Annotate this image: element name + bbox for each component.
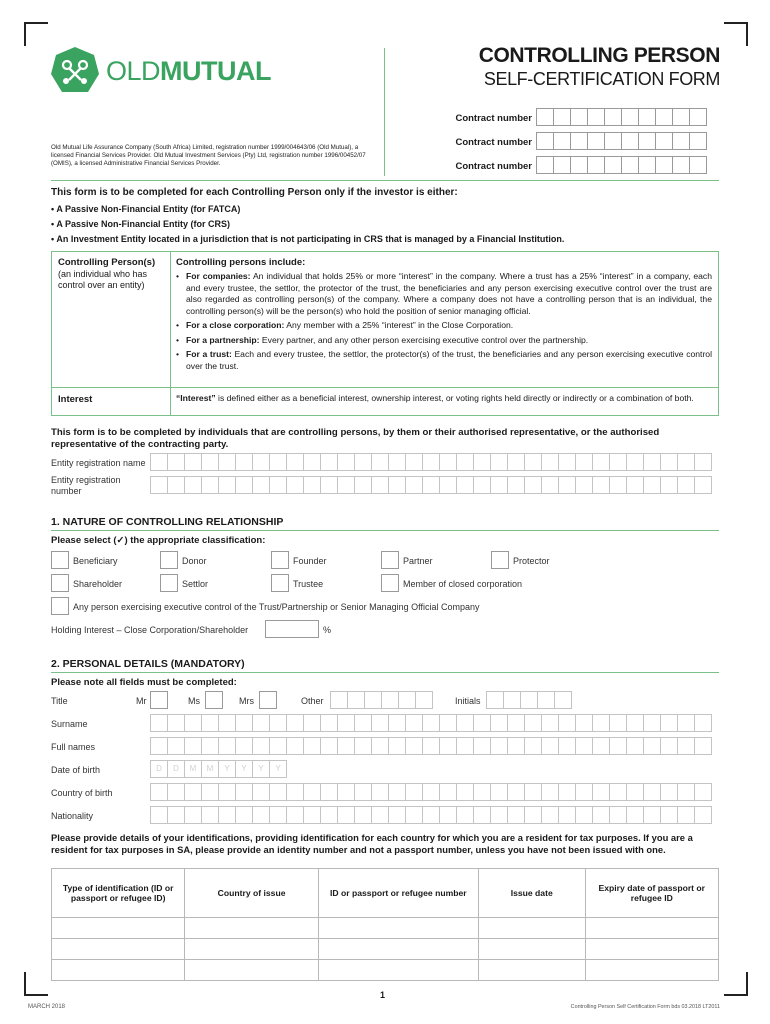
trustee-checkbox[interactable]	[271, 574, 289, 592]
title-mrs-label: Mrs	[239, 696, 254, 706]
column-header: ID or passport or refugee number	[318, 869, 478, 918]
donor-checkbox[interactable]	[160, 551, 178, 569]
holding-interest-label: Holding Interest – Close Corporation/Shareholder	[51, 625, 249, 635]
contract-number-label-1: Contract number	[455, 113, 532, 124]
section-2-instruction: Please note all fields must be completed:	[51, 677, 237, 688]
controlling-persons-description: (an individual who has control over an entity)	[58, 269, 148, 290]
title-mrs-checkbox[interactable]	[259, 691, 277, 709]
identification-note: Please provide details of your identifications, providing identification for each country for which you are a resident for tax purposes. If you are a resident for tax purposes in SA, please provide an identity number and not a passport number, unless you have not been issued with one.	[51, 832, 693, 855]
member-cc-label: Member of closed corporation	[403, 579, 523, 589]
column-header: Country of issue	[185, 869, 318, 918]
executive-control-checkbox[interactable]	[51, 597, 69, 615]
initials-label: Initials	[455, 696, 481, 706]
section-2-title: 2. PERSONAL DETAILS (MANDATORY)	[51, 658, 245, 670]
table-cell[interactable]	[478, 939, 585, 960]
protector-label: Protector	[513, 556, 550, 566]
legal-disclaimer: Old Mutual Life Assurance Company (South Africa) Limited, registration number 1999/004643/06 (Old Mutual), a licensed Financial Services Provider. Old Mutual Investment Services (Pty) Ltd, registration number 1996/00452/07 (OMIS), a licensed Administrative Financial Services Provider.	[51, 144, 366, 167]
shareholder-checkbox[interactable]	[51, 574, 69, 592]
old-mutual-logo-icon	[50, 46, 100, 96]
table-cell[interactable]	[478, 960, 585, 981]
entity-number-label: Entity registration number	[51, 475, 121, 496]
initials-field[interactable]	[486, 691, 571, 709]
table-row[interactable]	[52, 939, 719, 960]
table-cell[interactable]	[185, 918, 318, 939]
title-mr-checkbox[interactable]	[150, 691, 168, 709]
identification-table	[51, 868, 719, 981]
table-cell[interactable]	[52, 939, 185, 960]
country-of-birth-field[interactable]	[150, 783, 711, 801]
table-header-row	[52, 869, 719, 918]
entity-note: This form is to be completed by individuals that are controlling persons, by them or their authorised representative, or the authorised representative of the contracting party.	[51, 427, 660, 450]
member-cc-checkbox[interactable]	[381, 574, 399, 592]
crop-mark-bottom-left	[24, 972, 48, 996]
intro-bullet: • A Passive Non-Financial Entity (for FATCA)	[51, 202, 564, 217]
donor-label: Donor	[182, 556, 207, 566]
controlling-persons-include-heading: Controlling persons include:	[176, 257, 306, 268]
header-divider	[384, 48, 385, 176]
footer-reference: Controlling Person Self Certification Form bds 03.2018 LT2011	[570, 1004, 720, 1010]
holding-interest-input[interactable]	[265, 620, 319, 638]
crop-mark-top-left	[24, 22, 48, 46]
table-cell[interactable]	[52, 960, 185, 981]
intro-bullets	[51, 202, 564, 247]
title-mr-label: Mr	[136, 696, 147, 706]
contract-number-field-3[interactable]	[536, 156, 706, 174]
title-label: Title	[51, 696, 68, 706]
table-row[interactable]	[52, 960, 719, 981]
table-cell[interactable]	[318, 939, 478, 960]
form-subtitle: SELF-CERTIFICATION FORM	[483, 69, 720, 89]
date-of-birth-label: Date of birth	[51, 765, 101, 775]
column-header: Type of identification (ID or passport or refugee ID)	[52, 869, 185, 918]
form-title: CONTROLLING PERSON	[478, 44, 720, 67]
table-cell[interactable]	[585, 939, 718, 960]
intro-bullet: • An Investment Entity located in a jurisdiction that is not participating in CRS that is managed by a Financial Institution.	[51, 232, 564, 247]
footer-date: MARCH 2018	[28, 1004, 66, 1010]
interest-definition: “Interest” is defined either as a beneficial interest, ownership interest, or voting rights held directly or indirectly or a combination of both.	[176, 393, 694, 403]
controlling-persons-list	[176, 271, 712, 375]
list-item: • For a trust: Each and every trustee, the settlor, the protector(s) of the trust, the beneficiaries and any person exercising executive control over the trust.	[176, 349, 712, 372]
title-ms-checkbox[interactable]	[205, 691, 223, 709]
beneficiary-checkbox[interactable]	[51, 551, 69, 569]
table-cell[interactable]	[585, 960, 718, 981]
contract-number-field-2[interactable]	[536, 132, 706, 150]
founder-label: Founder	[293, 556, 327, 566]
founder-checkbox[interactable]	[271, 551, 289, 569]
contract-number-label-2: Contract number	[455, 137, 532, 148]
table-cell[interactable]	[585, 918, 718, 939]
beneficiary-label: Beneficiary	[73, 556, 118, 566]
full-names-field[interactable]	[150, 737, 711, 755]
controlling-persons-box	[51, 251, 719, 416]
nationality-field[interactable]	[150, 806, 711, 824]
column-header: Expiry date of passport or refugee ID	[585, 869, 718, 918]
controlling-persons-label: Controlling Person(s)	[58, 257, 156, 268]
entity-name-label: Entity registration name	[51, 458, 146, 468]
protector-checkbox[interactable]	[491, 551, 509, 569]
contract-number-label-3: Contract number	[455, 161, 532, 172]
executive-control-label: Any person exercising executive control of the Trust/Partnership or Senior Managing Official Company	[73, 602, 480, 612]
intro-heading: This form is to be completed for each Controlling Person only if the investor is either:	[51, 187, 458, 198]
partner-label: Partner	[403, 556, 433, 566]
settlor-checkbox[interactable]	[160, 574, 178, 592]
nationality-label: Nationality	[51, 811, 94, 821]
full-names-label: Full names	[51, 742, 96, 752]
header-rule	[51, 180, 719, 181]
country-of-birth-label: Country of birth	[51, 788, 113, 798]
interest-label: Interest	[58, 394, 93, 405]
section-1-instruction: Please select (✓) the appropriate classification:	[51, 535, 266, 546]
table-row[interactable]	[52, 918, 719, 939]
contract-number-field-1[interactable]	[536, 108, 706, 126]
crop-mark-top-right	[724, 22, 748, 46]
section-1-title: 1. NATURE OF CONTROLLING RELATIONSHIP	[51, 516, 284, 528]
title-ms-label: Ms	[188, 696, 200, 706]
brand-name: OLDMUTUAL	[106, 56, 272, 86]
settlor-label: Settlor	[182, 579, 209, 589]
trustee-label: Trustee	[293, 579, 324, 589]
title-other-field[interactable]	[330, 691, 432, 709]
column-header: Issue date	[478, 869, 585, 918]
section-1-rule	[51, 530, 719, 531]
shareholder-label: Shareholder	[73, 579, 123, 589]
table-cell[interactable]	[185, 939, 318, 960]
intro-bullet: • A Passive Non-Financial Entity (for CRS)	[51, 217, 564, 232]
crop-mark-bottom-right	[724, 972, 748, 996]
page-number: 1	[380, 990, 386, 1000]
percent-unit: %	[323, 625, 332, 635]
list-item: • For a partnership: Every partner, and any other person exercising executive control over the partnership.	[176, 335, 712, 347]
entity-number-field[interactable]	[150, 476, 711, 494]
partner-checkbox[interactable]	[381, 551, 399, 569]
section-2-rule	[51, 672, 719, 673]
table-cell[interactable]	[318, 960, 478, 981]
surname-field[interactable]	[150, 714, 711, 732]
table-cell[interactable]	[52, 918, 185, 939]
table-cell[interactable]	[185, 960, 318, 981]
entity-name-field[interactable]	[150, 453, 711, 471]
table-cell[interactable]	[318, 918, 478, 939]
list-item: • For companies: An individual that holds 25% or more “interest” in the company. Where a trust has a 25% “interest” in a company, each and every trustee, the settlor, the protector of the trust, the beneficiaries and any person exercising executive control over the trust are also regarded as controlling person(s) of the company. Where a company does not have a controlling person that is an individual, the controlling person(s) will be the person(s) who hold the position of senior managing official.	[176, 271, 712, 317]
date-of-birth-field[interactable]: D D M M Y Y Y Y	[150, 760, 286, 778]
surname-label: Surname	[51, 719, 88, 729]
list-item: • For a close corporation: Any member with a 25% “interest” in the Close Corporation.	[176, 320, 712, 332]
table-cell[interactable]	[478, 918, 585, 939]
title-other-label: Other	[301, 696, 324, 706]
